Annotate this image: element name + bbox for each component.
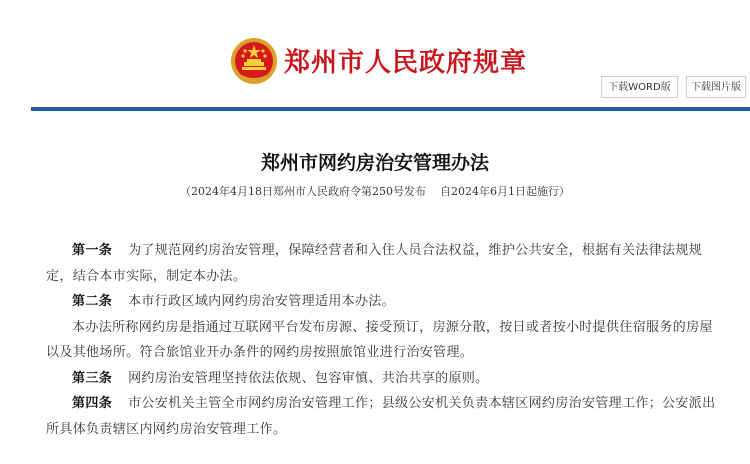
article-4	[46, 391, 722, 442]
article-text: 本办法所称网约房是指通过互联网平台发布房源、接受预订，房源分散，按日或者按小时提供住宿服务的房屋以及其他场所。符合旅馆业开办条件的网约房按照旅馆业进行治安管理。	[46, 319, 713, 360]
site-title: 郑州市人民政府规章	[284, 48, 528, 78]
article-label: 第三条	[72, 370, 113, 386]
article-text: 本市行政区域内网约房治安管理适用本办法。	[128, 294, 396, 309]
site-header	[0, 0, 750, 112]
national-emblem-icon	[230, 37, 278, 85]
article-label: 第四条	[72, 396, 113, 411]
document-title: 郑州市网约房治安管理办法	[260, 152, 489, 174]
article-1	[46, 238, 722, 289]
download-image-button[interactable]: 下载图片版	[686, 76, 746, 98]
article-text: 为了规范网约房治安管理，保障经营者和入住人员合法权益，维护公共安全，根据有关法律法规规定，结合本市实际，制定本办法。	[46, 243, 703, 284]
article-text: 网约房治安管理坚持依法依规、包容审慎、共治共享的原则。	[128, 370, 489, 386]
article-2	[46, 289, 722, 315]
article-text: 市公安机关主管全市网约房治安管理工作；县级公安机关负责本辖区网约房治安管理工作；公安派出所具体负责辖区内网约房治安管理工作。	[46, 396, 716, 437]
article-3	[46, 366, 722, 392]
document-subtitle: （2024年4月18日郑州市人民政府令第250号发布 自2024年6月1日起施行）	[180, 185, 570, 198]
document-body	[46, 238, 722, 442]
download-word-button[interactable]: 下载WORD版	[601, 76, 678, 98]
header-divider	[31, 107, 750, 111]
article-label: 第一条	[72, 243, 113, 258]
article-2-paragraph-2	[46, 315, 722, 366]
article-label: 第二条	[72, 294, 113, 309]
